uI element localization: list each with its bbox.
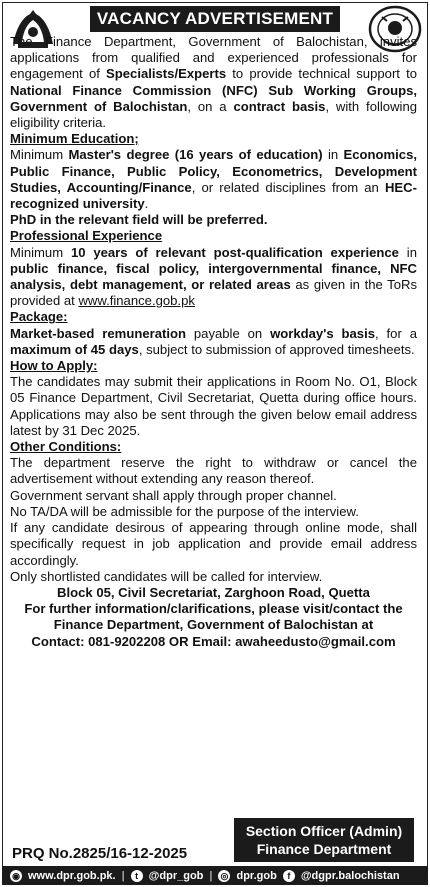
advertisement-title: VACANCY ADVERTISEMENT [90, 6, 340, 32]
pkg-text-2: , for a [375, 325, 417, 341]
intro-text-2: to provide technical support to [226, 66, 418, 82]
edu-text-4: . [144, 196, 149, 212]
advertisement-body [10, 34, 417, 650]
officer-title: Section Officer (Admin) [245, 823, 403, 839]
exp-text-1: Minimum [10, 244, 71, 260]
footer-facebook[interactable]: @dgpr.balochistan [300, 869, 400, 882]
min-education-heading: Minimum Education; [10, 131, 139, 147]
edu-text-2: in [322, 147, 344, 163]
footer-instagram[interactable]: dpr.gob [236, 869, 277, 882]
intro-bold-3: contract basis [233, 98, 326, 114]
intro-text-4: , with following eligibility criteria. [10, 98, 418, 131]
edu-bold-2: Economics, Public Finance, Public Policy, Econometrics, Development Studies, Accounting/Finance [10, 147, 418, 195]
exp-bold-2: public finance, fiscal policy, intergovernmental finance, NFC analysis, debt management, or related areas [10, 260, 417, 293]
exp-text-3: as given in the ToRs provided at [10, 277, 417, 309]
edu-text-3: , or related disciplines from an [191, 179, 385, 195]
condition-3: No TA/DA will be admissible for the purpose of the interview. [10, 503, 359, 519]
package-paragraph [10, 326, 417, 358]
exp-text-2: in [398, 244, 417, 260]
footer-divider: | [121, 869, 125, 882]
pkg-bold-3: maximum of 45 days [10, 341, 139, 357]
section-officer-box [234, 818, 414, 862]
pkg-text-3: , subject to submission of approved timesheets. [138, 341, 415, 357]
officer-department: Finance Department [256, 841, 392, 857]
address-line-1: Block 05, Civil Secretariat, Zarghoon Road, Quetta [57, 584, 370, 600]
pkg-bold-2: workday's basis [270, 325, 375, 341]
intro-bold-1: Specialists/Experts [106, 66, 227, 82]
twitter-icon: t [131, 870, 143, 882]
intro-paragraph [10, 34, 417, 131]
pkg-text-1: payable on [185, 325, 271, 341]
condition-1: The department reserve the right to withdraw or cancel the advertisement without extending any reason thereof. [10, 455, 417, 487]
instagram-icon: ◎ [218, 870, 230, 882]
how-to-apply-heading: How to Apply: [10, 358, 98, 374]
how-to-apply-paragraph: The candidates may submit their applications in Room No. O1, Block 05 Finance Department, Civil Secretariat, Quetta during office hours. Applications may also be sent through the given below email address latest by 31 Dec 2025. [10, 374, 417, 438]
package-heading: Package: [10, 309, 68, 325]
other-conditions-heading: Other Conditions: [10, 439, 122, 455]
min-education-paragraph [10, 147, 417, 212]
intro-text-1: The Finance Department, Government of Balochistan, invites applications from qualified and experienced professionals for engagement of [10, 34, 417, 82]
professional-experience-paragraph [10, 245, 417, 310]
edu-text-1: Minimum [10, 147, 69, 163]
condition-5: Only shortlisted candidates will be called for interview. [10, 568, 323, 584]
footer-twitter[interactable]: @dpr_gob [148, 869, 204, 882]
finance-website-link[interactable]: www.finance.gob.pk [78, 293, 195, 309]
exp-bold-1: 10 years of relevant post-qualification experience [70, 244, 399, 260]
address-line-2: For further information/clarifications, please visit/contact the [24, 601, 403, 617]
intro-bold-2: National Finance Commission (NFC) Sub Working Groups, Government of Balochistan [10, 82, 417, 114]
footer-website[interactable]: www.dpr.gob.pk. [28, 869, 116, 882]
footer-bar [2, 866, 428, 885]
address-line-3: Finance Department, Government of Balochistan at [53, 617, 374, 633]
pkg-bold-1: Market-based remuneration [10, 325, 186, 341]
condition-2: Government servant shall apply through proper channel. [10, 487, 337, 503]
phd-preferred-note: PhD in the relevant field will be preferred. [10, 212, 268, 228]
footer-divider: | [209, 869, 213, 882]
professional-experience-heading: Professional Experience [10, 228, 163, 244]
edu-bold-1: Master's degree (16 years of education) [68, 147, 323, 163]
facebook-icon: f [283, 870, 295, 882]
intro-text-3: , on a [187, 98, 234, 114]
condition-4: If any candidate desirous of appearing through online mode, shall specifically request in job application and provide email address accordingly. [10, 520, 417, 568]
prq-number: PRQ No.2825/16-12-2025 [12, 845, 188, 862]
globe-icon: ◉ [10, 870, 22, 882]
contact-line: Contact: 081-9202208 OR Email: awaheedusto@gmail.com [31, 633, 396, 649]
edu-bold-3: HEC-recognized university [10, 179, 417, 212]
